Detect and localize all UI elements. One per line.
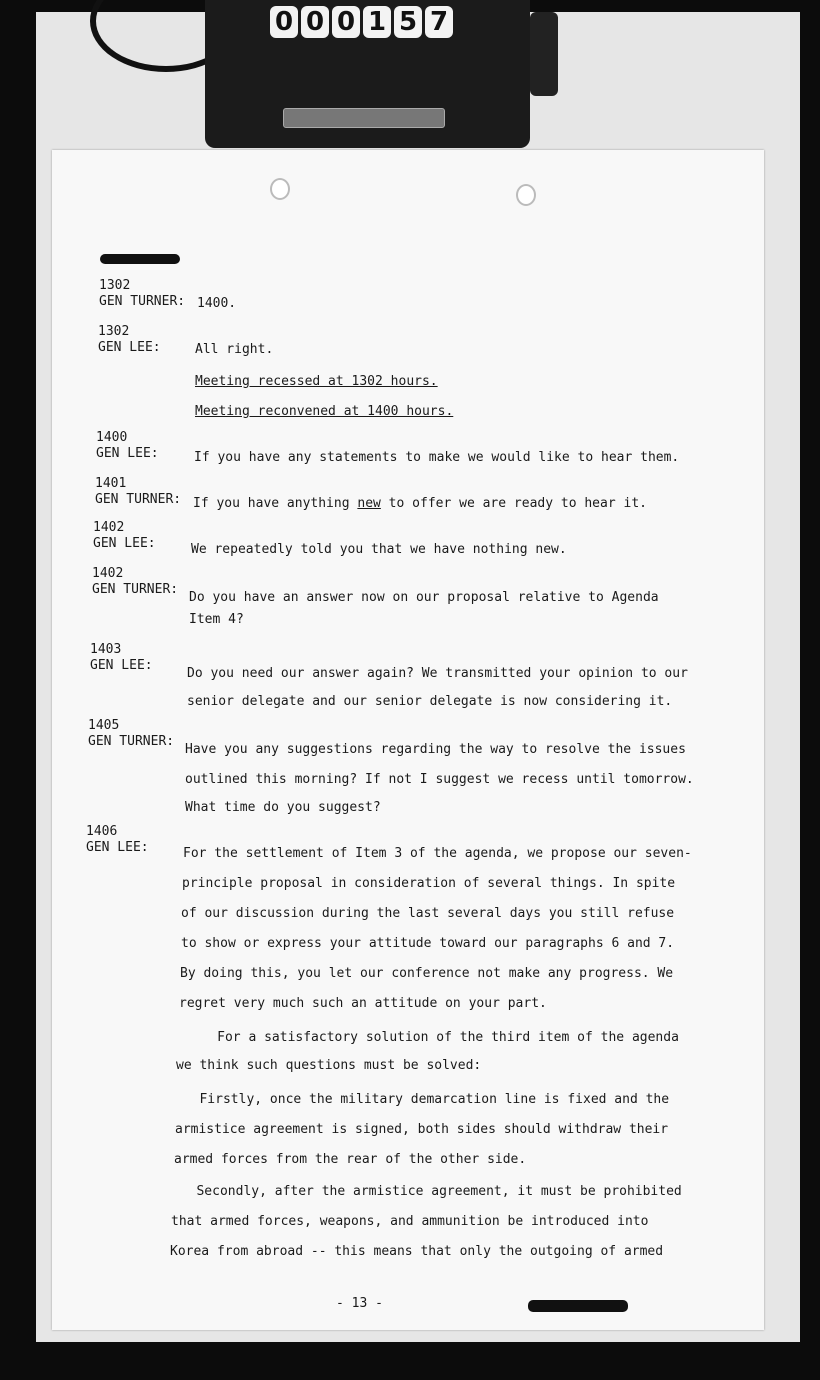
entry-line: 1400.	[197, 296, 237, 311]
meeting-note: Meeting reconvened at 1400 hours.	[195, 404, 454, 419]
counter-digit: 5	[394, 6, 422, 38]
entry-line: armistice agreement is signed, both sides should withdraw their	[175, 1122, 669, 1137]
entry-time: 1402	[93, 520, 125, 535]
entry-line: If you have anything new to offer we are ready to hear it.	[193, 496, 647, 511]
entry-line: Firstly, once the military demarcation line is fixed and the	[176, 1092, 670, 1107]
counter-digit: 0	[332, 6, 360, 38]
counter-digit: 0	[301, 6, 329, 38]
entry-time: 1402	[92, 566, 124, 581]
entry-line: we think such questions must be solved:	[176, 1058, 482, 1073]
entry-speaker: GEN LEE:	[93, 536, 156, 551]
entry-line: armed forces from the rear of the other side.	[174, 1152, 527, 1167]
entry-time: 1403	[90, 642, 122, 657]
entry-time: 1400	[96, 430, 128, 445]
entry-time: 1406	[86, 824, 118, 839]
entry-speaker: GEN LEE:	[86, 840, 149, 855]
entry-line: regret very much such an attitude on your part.	[179, 996, 547, 1011]
entry-line: We repeatedly told you that we have nothing new.	[191, 542, 567, 557]
entry-line: Have you any suggestions regarding the way to resolve the issues	[185, 742, 686, 757]
entry-line: For the settlement of Item 3 of the agenda, we propose our seven-	[183, 846, 692, 861]
entry-line: For a satisfactory solution of the third item of the agenda	[178, 1030, 679, 1045]
entry-speaker: GEN LEE:	[96, 446, 159, 461]
entry-line: Secondly, after the armistice agreement, it must be prohibited	[173, 1184, 682, 1199]
entry-line: Item 4?	[189, 612, 244, 627]
page-number: - 13 -	[336, 1296, 383, 1311]
entry-speaker: GEN LEE:	[90, 658, 153, 673]
entry-line: Korea from abroad -- this means that only the outgoing of armed	[170, 1244, 664, 1259]
underlined-word: new	[357, 496, 381, 511]
counter-digit: 1	[363, 6, 391, 38]
entry-line: If you have any statements to make we would like to hear them.	[194, 450, 680, 465]
entry-speaker: GEN LEE:	[98, 340, 161, 355]
meeting-note: Meeting recessed at 1302 hours.	[195, 374, 438, 389]
entry-line: Do you have an answer now on our proposal relative to Agenda	[189, 590, 659, 605]
entry-speaker: GEN TURNER:	[92, 582, 179, 597]
entry-line: Do you need our answer again? We transmitted your opinion to our	[187, 666, 688, 681]
entry-line: By doing this, you let our conference not make any progress. We	[180, 966, 674, 981]
entry-line: All right.	[195, 342, 274, 357]
entry-line: of our discussion during the last several days you still refuse	[181, 906, 675, 921]
entry-line: to show or express your attitude toward our paragraphs 6 and 7.	[181, 936, 675, 951]
entry-line: that armed forces, weapons, and ammunition be introduced into	[171, 1214, 649, 1229]
entry-line: senior delegate and our senior delegate is now considering it.	[187, 694, 673, 709]
counter-digit: 7	[425, 6, 453, 38]
entry-time: 1302	[99, 278, 131, 293]
entry-line: outlined this morning? If not I suggest we recess until tomorrow.	[185, 772, 694, 787]
entry-time: 1302	[98, 324, 130, 339]
entry-speaker: GEN TURNER:	[99, 294, 186, 309]
entry-time: 1405	[88, 718, 120, 733]
entry-line: What time do you suggest?	[185, 800, 381, 815]
entry-speaker: GEN TURNER:	[95, 492, 182, 507]
entry-line: principle proposal in consideration of several things. In spite	[182, 876, 676, 891]
counter-digit: 0	[270, 6, 298, 38]
entry-speaker: GEN TURNER:	[88, 734, 175, 749]
entry-time: 1401	[95, 476, 127, 491]
